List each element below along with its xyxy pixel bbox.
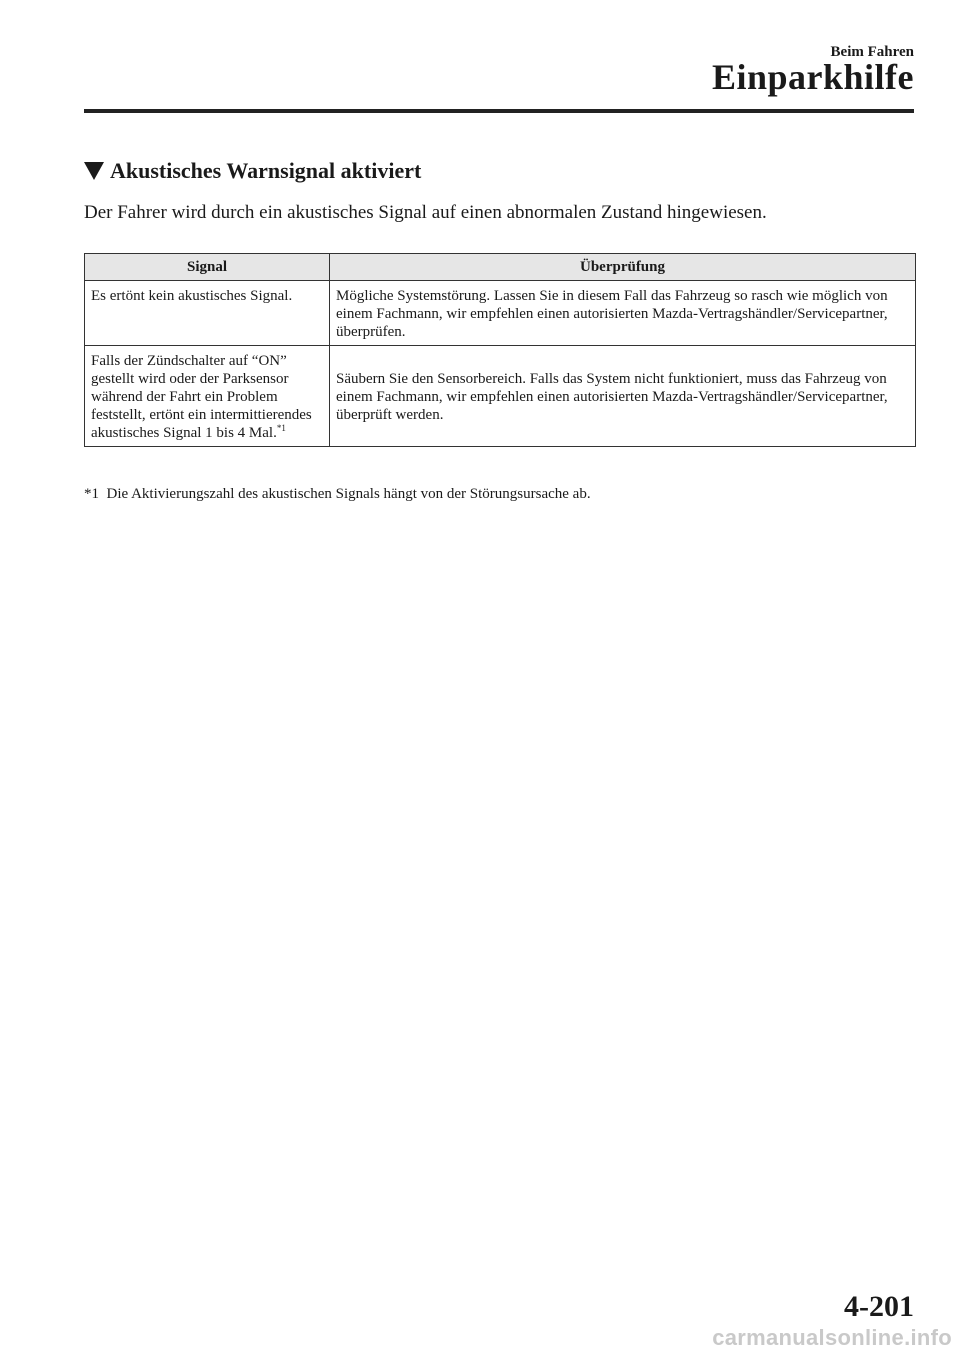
section-heading xyxy=(84,158,421,184)
footnote xyxy=(84,484,924,504)
page-number: 4-201 xyxy=(844,1290,914,1323)
intro-paragraph: Der Fahrer wird durch ein akustisches Signal auf einen abnormalen Zustand hingewiesen. xyxy=(84,202,767,223)
table-row xyxy=(85,281,916,346)
table-cell-check: Säubern Sie den Sensorbereich. Falls das System nicht funktioniert, muss das Fahrzeug von einem Fachmann, wir empfehlen einen autorisierten Mazda-Vertragshändler/Servicepartner, überprüft werden. xyxy=(330,346,916,447)
table-cell-signal xyxy=(85,346,330,447)
signal-table xyxy=(84,253,916,447)
watermark: carmanualsonline.info xyxy=(712,1325,952,1350)
table-cell-signal: Es ertönt kein akustisches Signal. xyxy=(85,281,330,346)
table-cell-check: Mögliche Systemstörung. Lassen Sie in diesem Fall das Fahrzeug so rasch wie möglich von einem Fachmann, wir empfehlen einen autorisierten Mazda-Vertragshändler/Servicepartner, überprüfen. xyxy=(330,281,916,346)
footnote-marker: *1 xyxy=(276,423,286,433)
chapter-title: Einparkhilfe xyxy=(711,57,914,97)
header-divider xyxy=(84,109,914,113)
footnote-text: Die Aktivierungszahl des akustischen Signals hängt von der Störungsursache ab. xyxy=(106,486,591,502)
table-header-row xyxy=(85,254,916,281)
footnote-mark: *1 xyxy=(84,486,99,502)
triangle-down-icon xyxy=(84,162,104,180)
section-label: Beim Fahren xyxy=(830,44,914,60)
section-heading-text: Akustisches Warnsignal aktiviert xyxy=(110,158,422,183)
column-header-signal: Signal xyxy=(85,254,330,281)
table-row xyxy=(85,346,916,447)
column-header-check: Überprüfung xyxy=(330,254,916,281)
table-cell-signal-text: Falls der Zündschalter auf “ON” gestellt wird oder der Parksensor während der Fahrt ein Problem feststellt, ertönt ein intermittierendes akustisches Signal 1 bis 4 Mal. xyxy=(91,353,312,441)
